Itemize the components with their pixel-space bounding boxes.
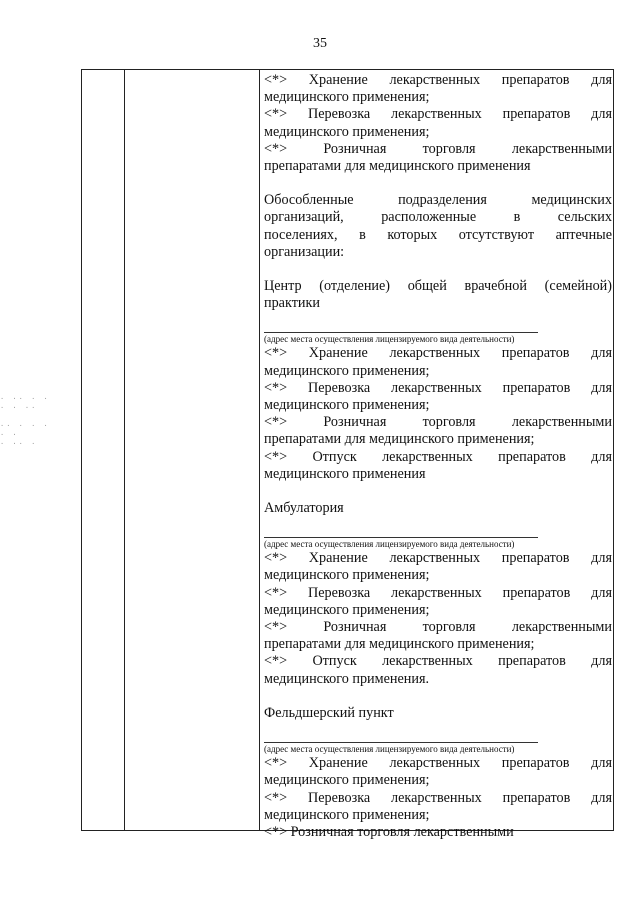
text-line: <*> Хранение лекарственных препаратов для	[264, 345, 612, 362]
text-block	[264, 705, 612, 722]
text-line: медицинского применения;	[264, 89, 430, 106]
paragraph-gap	[264, 483, 612, 500]
text-line: медицинского применения;	[264, 601, 430, 618]
address-field[interactable]	[264, 318, 538, 333]
page-number: 35	[313, 36, 327, 51]
text-line: препаратами для медицинского применения;	[264, 636, 535, 653]
text-line: <*> Розничная торговля лекарственными	[264, 619, 612, 636]
address-field[interactable]	[264, 523, 538, 538]
text-line: медицинского применения;	[264, 772, 430, 789]
text-line: медицинского применения;	[264, 362, 430, 379]
text-line: <*> Перевозка лекарственных препаратов для	[264, 106, 612, 123]
text-line: <*> Розничная торговля лекарственными	[264, 140, 612, 157]
text-line: <*> Отпуск лекарственных препаратов для	[264, 653, 612, 670]
address-field[interactable]	[264, 728, 538, 743]
paragraph-gap	[264, 261, 612, 278]
text-line: <*> Перевозка лекарственных препаратов для	[264, 379, 612, 396]
text-line: Обособленные подразделения медицинских	[264, 192, 612, 209]
text-line: поселениях, в которых отсутствуют аптечные	[264, 226, 612, 243]
text-line: организаций, расположенные в сельских	[264, 209, 612, 226]
text-block	[264, 192, 612, 261]
text-line: <*> Перевозка лекарственных препаратов для	[264, 789, 612, 806]
text-line: <*> Хранение лекарственных препаратов для	[264, 755, 612, 772]
text-line: медицинского применения	[264, 465, 426, 482]
text-line: препаратами для медицинского применения;	[264, 431, 535, 448]
activity-list-cell	[264, 72, 612, 841]
column-divider-2	[259, 70, 260, 830]
text-line: медицинского применения;	[264, 397, 430, 414]
paragraph-gap	[264, 688, 612, 705]
text-line: <*> Хранение лекарственных препаратов для	[264, 550, 612, 567]
text-block	[264, 72, 612, 175]
text-line: <*> Розничная торговля лекарственными	[264, 823, 514, 840]
text-line: практики	[264, 295, 320, 312]
text-block	[264, 278, 612, 312]
paragraph-gap	[264, 175, 612, 192]
column-divider-1	[124, 70, 125, 830]
text-line: препаратами для медицинского применения	[264, 158, 531, 175]
text-line: <*> Перевозка лекарственных препаратов для	[264, 584, 612, 601]
text-line: медицинского применения;	[264, 806, 430, 823]
text-line: <*> Отпуск лекарственных препаратов для	[264, 448, 612, 465]
address-field-caption: (адрес места осуществления лицензируемого вида деятельности)	[264, 539, 515, 550]
scan-artifact: · ·· · · · · ·· ·· · · · · · · ·· ·	[0, 395, 50, 448]
text-line: Фельдшерский пункт	[264, 704, 394, 721]
text-line: Амбулатория	[264, 500, 344, 517]
address-field-caption: (адрес места осуществления лицензируемого вида деятельности)	[264, 744, 515, 755]
text-line: организации:	[264, 243, 345, 260]
text-line: медицинского применения.	[264, 670, 430, 687]
text-block	[264, 345, 612, 483]
text-line: медицинского применения;	[264, 123, 430, 140]
address-field-caption: (адрес места осуществления лицензируемого вида деятельности)	[264, 334, 515, 345]
text-block	[264, 550, 612, 688]
text-block	[264, 500, 612, 517]
text-line: Центр (отделение) общей врачебной (семейной)	[264, 278, 612, 295]
text-line: <*> Хранение лекарственных препаратов для	[264, 72, 612, 88]
text-line: медицинского применения;	[264, 567, 430, 584]
text-block	[264, 755, 612, 841]
text-line: <*> Розничная торговля лекарственными	[264, 414, 612, 431]
